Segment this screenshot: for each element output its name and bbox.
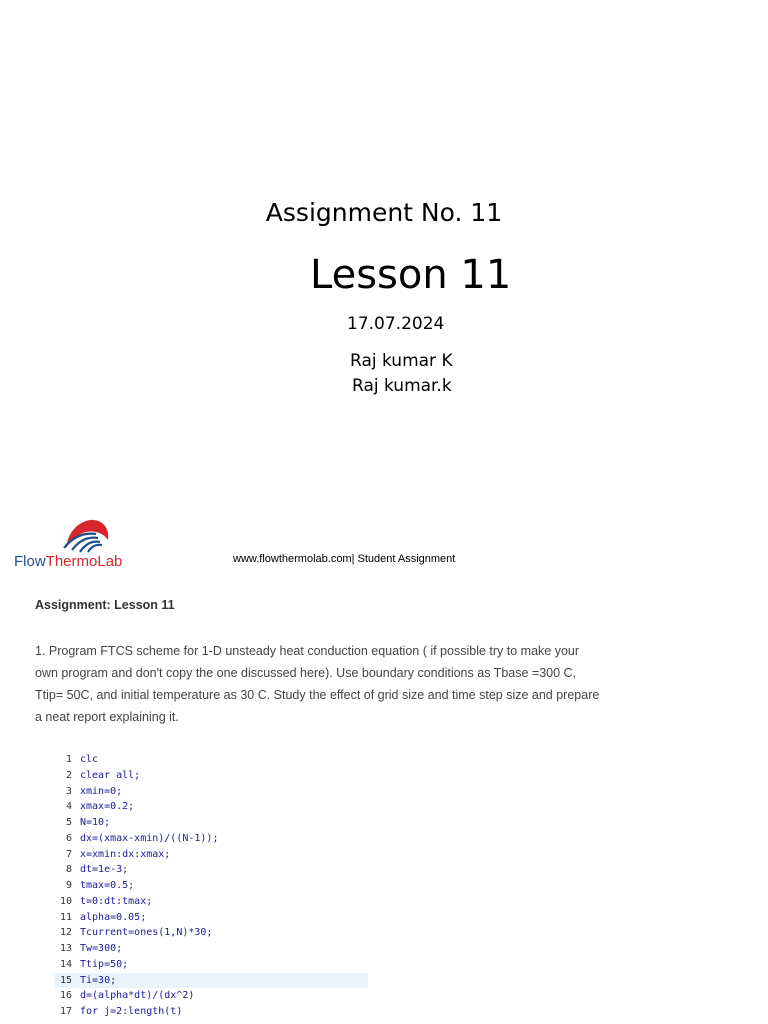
code-text: N=10; bbox=[80, 817, 111, 828]
line-number: 10 bbox=[59, 895, 72, 907]
problem-statement: 1. Program FTCS scheme for 1-D unsteady heat conduction equation ( if possible try to make your own program and don't copy the one discussed here). Use boundary conditions as Tbase =300 C, Ttip= 50C, and initial temperature as 30 C. Study the effect of grid size and time step size and prepare a neat report explaining it. bbox=[35, 644, 600, 724]
assignment-title: Assignment No. 11 bbox=[265, 198, 503, 227]
code-text: t=0:dt:tmax; bbox=[80, 895, 153, 907]
code-text: Tcurrent=ones(1,N)*30; bbox=[80, 927, 213, 939]
code-text: xmax=0.2; bbox=[80, 801, 135, 813]
line-number: 3 bbox=[65, 785, 72, 797]
code-line bbox=[55, 862, 368, 878]
code-text: tmax=0.5; bbox=[80, 880, 135, 891]
code-line bbox=[55, 1004, 368, 1020]
code-line bbox=[55, 878, 368, 894]
code-line bbox=[55, 831, 368, 847]
code-line bbox=[55, 957, 368, 973]
line-number: 1 bbox=[65, 754, 72, 765]
code-text: clc bbox=[80, 754, 99, 765]
line-number: 5 bbox=[65, 817, 72, 828]
code-line bbox=[55, 941, 368, 957]
line-number: 11 bbox=[59, 911, 72, 923]
code-text: Ttip=50; bbox=[80, 958, 129, 970]
code-line bbox=[55, 799, 368, 815]
code-line bbox=[55, 752, 368, 768]
code-line bbox=[55, 815, 368, 831]
author-username: Raj kumar.k bbox=[352, 376, 452, 396]
code-text: dx=(xmax-xmin)/((N-1)); bbox=[80, 832, 219, 844]
line-number: 9 bbox=[65, 880, 72, 891]
code-text: for j=2:length(t) bbox=[80, 1006, 183, 1017]
site-header-line: www.flowthermolab.com| Student Assignment bbox=[233, 553, 456, 565]
code-line bbox=[55, 910, 368, 926]
code-text: xmin=0; bbox=[80, 785, 123, 797]
code-listing bbox=[55, 752, 368, 1020]
code-text: x=xmin:dx:xmax; bbox=[80, 848, 171, 860]
author-name: Raj kumar K bbox=[350, 351, 453, 371]
line-number: 4 bbox=[65, 801, 72, 813]
code-text: alpha=0.05; bbox=[80, 911, 147, 923]
line-number: 16 bbox=[59, 990, 72, 1002]
code-line bbox=[55, 988, 368, 1004]
line-number: 17 bbox=[59, 1006, 72, 1017]
code-text: clear all; bbox=[80, 769, 141, 781]
line-number: 12 bbox=[59, 927, 72, 939]
line-number: 2 bbox=[65, 769, 72, 781]
code-line bbox=[55, 847, 368, 863]
code-text: d=(alpha*dt)/(dx^2) bbox=[80, 990, 195, 1002]
brand-thermo: ThermoLab bbox=[45, 553, 123, 570]
line-number: 6 bbox=[65, 832, 72, 844]
line-number: 8 bbox=[65, 864, 72, 876]
line-number: 13 bbox=[59, 943, 72, 954]
assignment-heading: Assignment: Lesson 11 bbox=[35, 598, 175, 612]
date-text: 17.07.2024 bbox=[347, 314, 445, 334]
brand-wordmark bbox=[14, 553, 122, 570]
lesson-title: Lesson 11 bbox=[310, 252, 512, 298]
code-text: Ti=30; bbox=[80, 974, 117, 986]
code-line bbox=[55, 784, 368, 800]
code-text: Tw=300; bbox=[80, 943, 123, 954]
line-number: 15 bbox=[59, 974, 72, 986]
line-number: 14 bbox=[59, 958, 72, 970]
brand-flow: Flow bbox=[14, 553, 46, 570]
code-text: dt=1e-3; bbox=[80, 864, 129, 876]
code-line bbox=[55, 894, 368, 910]
line-number: 7 bbox=[65, 848, 72, 860]
code-line bbox=[55, 925, 368, 941]
code-line bbox=[55, 768, 368, 784]
code-line bbox=[55, 973, 368, 989]
